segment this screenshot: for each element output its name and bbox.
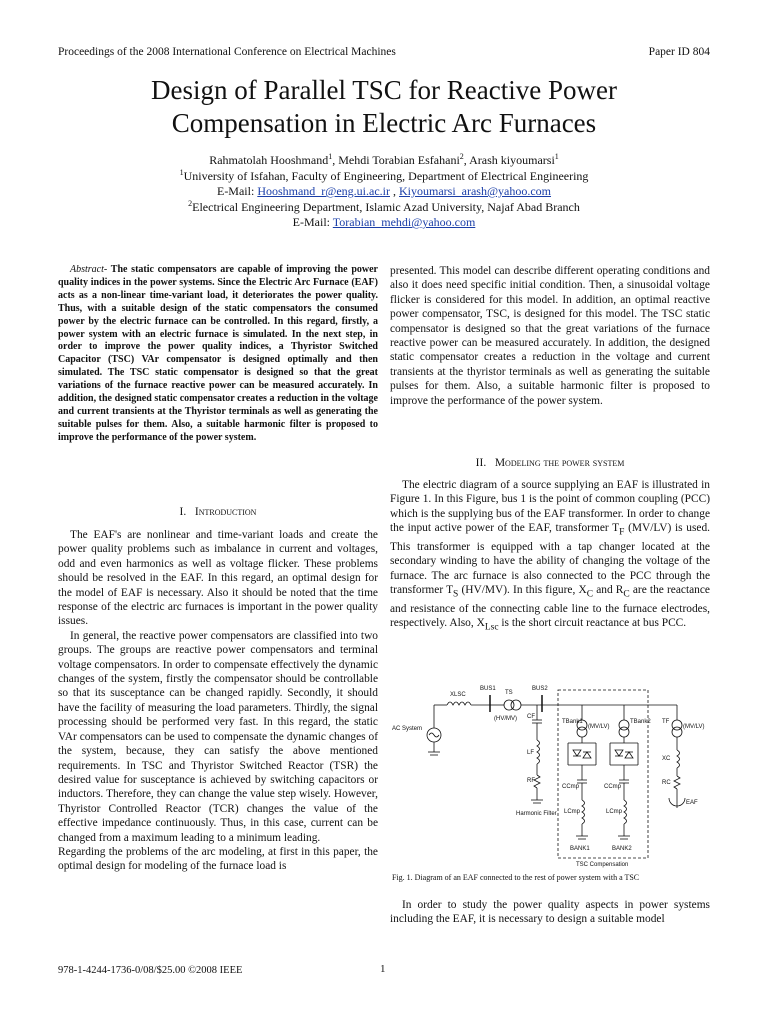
paragraph: In general, the reactive power compensators are classified into two groups. The groups are reactive power compensators and terminal voltage compensators. In order to compensate effectively the dynamic changes of the system, firstly the compensator should be controllable so that its susceptance can be changed rapidly. Secondly, it should have the facility of measuring the load parameters. Thirdly, the signal processing should be performed very fast. In this regard, the static VAr compensators can be used to compensate the dynamic changes of the system, because, they can satisfy the above mentioned requirements. In TSC and Thyristor Switched Reactor (TSR) the desired value for susceptance is achieved by switching capacitors or inductors. Therefore, they can change the value step wisely. However, Thyristor Controlled Reactor (TCR) changes the value of the effective impedance continuously. Thus, in this case, current can be changed from a maximum leading to a minimum leading. [58, 629, 378, 844]
figure-caption: Fig. 1. Diagram of an EAF connected to the rest of power system with a TSC [392, 873, 640, 882]
fig-label: BUS1 [480, 686, 496, 692]
abstract-text: The static compensators are capable of improving the power quality indices in the power systems. Since the Electric Arc Furnace (EAF) acts as a non-linear time-variant load, it deteriorates the power quality. Thus, with a suitable design of the static compensators the consumed power by the electric furnace can be controlled. In this regard, firstly, a power system with an electric furnace is simulated. In the next step, in order to improve the power quality indices, a Thyristor Switched Capacitor (TSC) VAr compensator is designed optimally and then simulated. The TSC static compensator is designed so that the great variations of the furnace reactive power can be measured accurately. In addition, the designed static compensator creates a reduction in the voltage and current transients at the Thyristor terminals as well as generating the suitable pulses for them. Also, a suitable harmonic filter is proposed to improve the performance of the power system. [58, 264, 378, 443]
affiliation-1: $^1$University of Isfahan, Faculty of Engineering, Department of Electrical Engineering [179, 168, 589, 183]
email-line-2: E-Mail: Torabian_mehdi@yahoo.com [292, 215, 476, 229]
fig-label: TSC Compensation [576, 862, 629, 868]
fig-label: XLSC [450, 692, 466, 698]
thyristor-icon [573, 750, 581, 756]
fig-label: LCmp [564, 809, 581, 815]
paragraph: In order to study the power quality aspects in power systems including the EAF, it is necessary to design a suitable model [390, 899, 710, 926]
author-name: Arash kiyoumarsi [469, 153, 555, 167]
fig-label: CCmp [604, 784, 622, 790]
paragraph: The electric diagram of a source supplying an EAF is illustrated in Figure 1. In this Figure, bus 1 is the point of common coupling (PCC) which is the supplying bus of the EAF transformer. In order to change the input active power of the EAF, transformer $T_F$ (MV/LV) is used. This transformer is equipped with a tap changer located at the secondary winding to have the ability of changing the voltage of the furnace. The arc furnace is also connected to the PCC through the transformer $T_S$ (HV/MV). In this figure, $X_C$ and $R_C$ are the reactance and resistance of the connecting cable line to the furnace electrodes, respectively. Also, $X_{Lsc}$ is the short circuit reactance at bus PCC. [390, 479, 710, 633]
fig-label: (MV/LV) [683, 724, 705, 730]
running-header: Proceedings of the 2008 International Conference on Electrical Machines [58, 46, 396, 58]
copyright-footer: 978-1-4244-1736-0/08/$25.00 ©2008 IEEE [58, 965, 243, 976]
fig-label: TBank1 [562, 719, 583, 725]
fig-label: CCmp [562, 784, 580, 790]
fig-label: (MV/LV) [588, 724, 610, 730]
fig-label: Harmonic Filter [516, 811, 557, 817]
fig-label: TF [662, 719, 670, 725]
fig-label: TS [505, 690, 513, 696]
fig-label: (HV/MV) [494, 716, 517, 722]
right-col-text-2 [390, 478, 710, 635]
abstract [58, 264, 378, 445]
paper-title-line2: Compensation in Electric Arc Furnaces [171, 108, 597, 138]
fig-label: RC [662, 780, 671, 786]
section-heading: I. Introduction [179, 506, 257, 518]
author-name: Mehdi Torabian Esfahani [338, 153, 460, 167]
right-col-text-1 [390, 264, 710, 408]
lf-inductor [537, 740, 540, 764]
fig-label: XC [662, 756, 671, 762]
fig-label: CF [527, 714, 535, 720]
xlsc-inductor [447, 702, 471, 705]
email-line-1: E-Mail: Hooshmand_r@eng.ui.ac.ir , Kiyoumarsi_arash@yahoo.com [216, 184, 552, 198]
fig-label: AC System [392, 726, 423, 732]
eaf-circuit-diagram [392, 680, 712, 868]
right-col-text-3 [390, 898, 710, 927]
fig-label: BUS2 [532, 686, 548, 692]
fig-label: BANK1 [570, 846, 590, 852]
section-heading: II. Modeling the power system [475, 457, 625, 469]
author-list: Rahmatolah Hooshmand$^1$, Mehdi Torabian Esfahani$^2$, Arash kiyoumarsi$^1$ [209, 152, 559, 167]
paragraph: The EAF's are nonlinear and time-variant loads and create the power quality problems such as imbalance in current and voltages, odd and even harmonics as well as voltage flicker. These problems should be resolved in the EAF. In this regard, an optimal design for the model of EAF is necessary. Also it should be noted that the time response of the electric arc furnaces is important in the power quality issues. [58, 529, 378, 628]
fig-label: LCmp [606, 809, 623, 815]
email-link[interactable]: Torabian_mehdi@yahoo.com [332, 215, 476, 229]
fig-label: TBank2 [630, 719, 651, 725]
intro-body [58, 528, 378, 874]
xc-inductor [677, 750, 680, 768]
paragraph: presented. This model can describe different operating conditions and also it does need specific initial condition. Then, a sinusoidal voltage flicker is considered for this model. In addition, an optimal reactive power compensator, TSC, is designed for this model. The TSC static compensator is designed so that the great variations of the furnace reactive power can be measured accurately. In addition, the designed static compensator creates a reduction in the voltage and current transients at the thyristor terminals as well as generating the suitable pulses for them. Also, a suitable harmonic filter is proposed to improve the performance of the power system. [390, 265, 710, 407]
paragraph: Regarding the problems of the arc modeling, at first in this paper, the optimal design for modeling of the furnace load is [58, 845, 378, 873]
fig-label: RF [527, 778, 535, 784]
affiliation-2: $^2$Electrical Engineering Department, Islamic Azad University, Najaf Abad Branch [188, 199, 580, 214]
paper-title-line1: Design of Parallel TSC for Reactive Power [151, 75, 617, 105]
email-link[interactable]: Kiyoumarsi_arash@yahoo.com [399, 184, 552, 198]
page-number: 1 [380, 963, 386, 975]
email-link[interactable]: Hooshmand_r@eng.ui.ac.ir [257, 184, 390, 198]
paper-id: Paper ID 804 [648, 46, 710, 58]
fig-label: EAF [686, 800, 698, 806]
fig-label: BANK2 [612, 846, 632, 852]
fig-label: LF [527, 750, 535, 756]
author-name: Rahmatolah Hooshmand [209, 153, 329, 167]
abstract-label: Abstract- [70, 264, 108, 275]
